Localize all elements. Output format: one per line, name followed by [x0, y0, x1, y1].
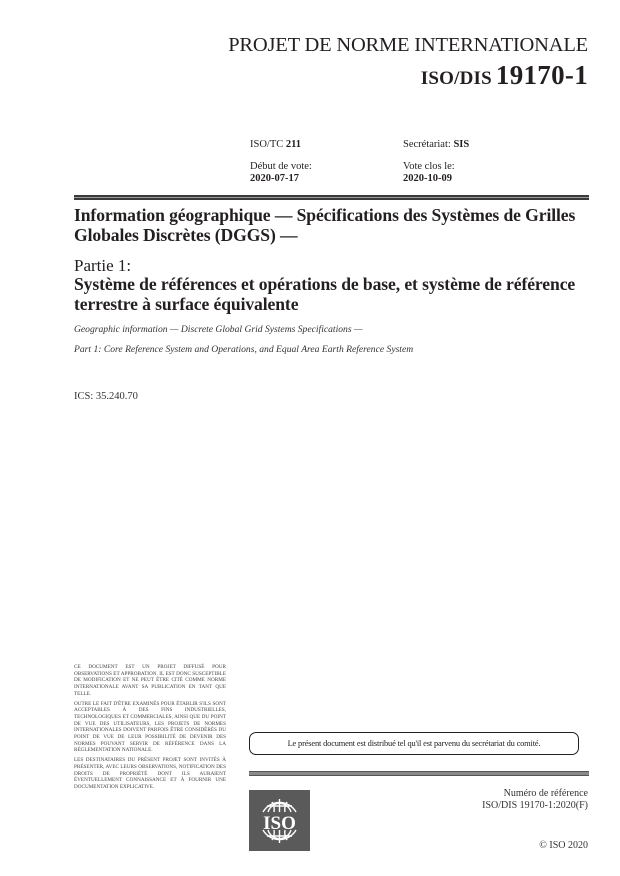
- vote-start: [250, 161, 312, 185]
- footer-divider: [249, 771, 589, 776]
- reference-label: Numéro de référence: [503, 788, 588, 799]
- document-code-number: 19170-1: [495, 60, 588, 90]
- vote-end: [403, 161, 455, 185]
- reference-number: [482, 788, 588, 812]
- document-code-prefix: ISO/DIS: [420, 68, 492, 89]
- english-title-line-1: Geographic information — Discrete Global Grid Systems Specifications —: [74, 324, 363, 335]
- committee-number: 211: [285, 139, 302, 150]
- distribution-notice: [249, 732, 579, 755]
- secretariat: [403, 139, 469, 151]
- english-title-line-2: Part 1: Core Reference System and Operations, and Equal Area Earth Reference System: [74, 344, 414, 355]
- ics-code: ICS: 35.240.70: [74, 391, 138, 402]
- copyright: © ISO 2020: [539, 840, 588, 851]
- vote-start-date: 2020-07-17: [250, 173, 299, 184]
- committee-label: ISO/TC: [250, 139, 284, 150]
- document-title: Information géographique — Spécifications des Systèmes de Grilles Globales Discrètes (DGGS) —: [74, 205, 576, 245]
- distribution-notice-text: Le présent document est distribué tel qu'il est parvenu du secrétariat du comité.: [287, 739, 541, 748]
- secretariat-label: Secrétariat:: [403, 139, 451, 150]
- disclaimer-paragraph-2: OUTRE LE FAIT D'ÊTRE EXAMINÉS POUR ÉTABLIR S'ILS SONT ACCEPTABLES À DES FINS INDUSTRIELLES, TECHNOLOGIQUES ET COMMERCIALES, AINSI QUE DU POINT DE VUE DES UTILISATEURS, LES PROJETS DE NORMES INTERNATIONALES DOIVENT PARFOIS ÊTRE CONSIDÉRÉS DU POINT DE VUE DE LEUR POSSIBILITÉ DE DEVENIR DES NORMES POUVANT SERVIR DE RÉFÉRENCE DANS LA RÉGLEMENTATION NATIONALE.: [74, 700, 226, 754]
- committee: [250, 139, 301, 151]
- part-title: Système de références et opérations de base, et système de référence terrestre à surface équivalente: [74, 274, 576, 314]
- disclaimer-block: [74, 664, 226, 794]
- document-type-heading: PROJET DE NORME INTERNATIONALE: [228, 34, 588, 56]
- iso-logo: [249, 790, 310, 851]
- svg-text:ISO: ISO: [263, 813, 296, 834]
- disclaimer-paragraph-3: LES DESTINATAIRES DU PRÉSENT PROJET SONT INVITÉS À PRÉSENTER, AVEC LEURS OBSERVATIONS, NOTIFICATION DES DROITS DE PROPRIÉTÉ DONT ILS AURAIENT ÉVENTUELLEMENT CONNAISSANCE ET À FOURNIR UNE DOCUMENTATION EXPLICATIVE.: [74, 757, 226, 790]
- disclaimer-paragraph-1: CE DOCUMENT EST UN PROJET DIFFUSÉ POUR OBSERVATIONS ET APPROBATION. IL EST DONC SUSCEPTIBLE DE MODIFICATION ET NE PEUT ÊTRE CITÉ COMME NORME INTERNATIONALE AVANT SA PUBLICATION EN TANT QUE TELLE.: [74, 664, 226, 697]
- reference-value: ISO/DIS 19170-1:2020(F): [482, 800, 588, 811]
- iso-globe-icon: [249, 790, 310, 851]
- secretariat-value: SIS: [453, 139, 470, 150]
- header-divider: [74, 195, 589, 200]
- document-code: [421, 60, 588, 91]
- vote-end-date: 2020-10-09: [403, 173, 452, 184]
- vote-start-label: Début de vote:: [250, 161, 312, 172]
- part-label: Partie 1:: [74, 256, 132, 275]
- vote-end-label: Vote clos le:: [403, 161, 455, 172]
